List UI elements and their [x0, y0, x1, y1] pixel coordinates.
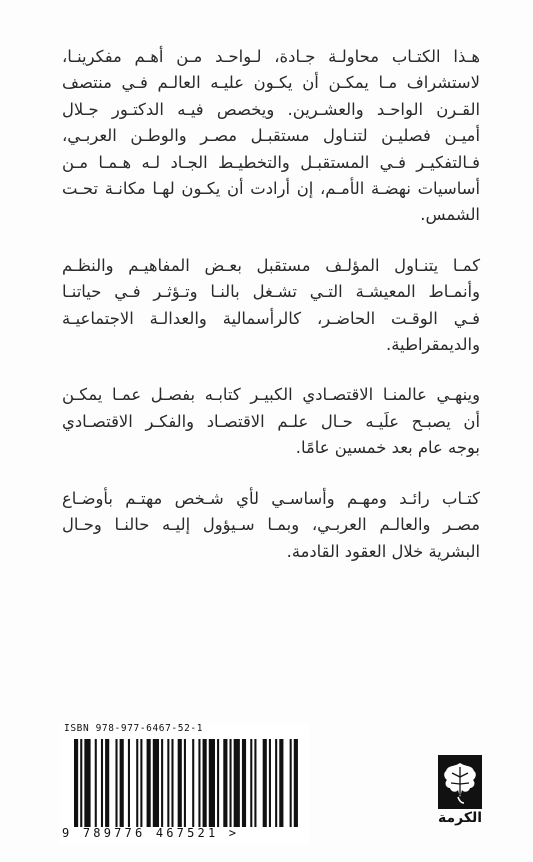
blurb-line: بوجه عام بعد خمسين عامًا.	[295, 438, 480, 458]
blurb-line: وأنمـاط المعيشـة التـي تشـغل بالنـا وتـؤثـر فـي حياتنـا	[62, 282, 480, 302]
blurb-line: الشمس.	[420, 205, 480, 225]
blurb-line: وينهـي عالمنـا الاقتصـادي الكبيـر كتابـه بفصـل عمـا يمكـن	[62, 385, 480, 405]
blurb-line: أن يصبـح علَيـه حـال علـم الاقتصـاد والفكـر الاقتصـادي	[62, 411, 480, 431]
blurb-paragraph-3	[62, 382, 480, 461]
blurb-line: والديمقراطية.	[386, 335, 480, 355]
blurb-line: فـالتفكيـر فـي المستقبـل والتخطيـط الجـاد لـه هـمـا مـن	[62, 152, 480, 172]
blurb-paragraph-4	[62, 486, 480, 565]
grape-leaf-logo-icon	[438, 755, 482, 809]
blurb-line: هـذا الكتـاب محاولـة جـادة، لـواحـد مـن أهـم مفكرينـا،	[62, 47, 480, 66]
blurb-line: كمـا يتنـاول المؤلـف مستقبل بعـض المفاهيـم والنظـم	[62, 255, 480, 275]
blurb-line: أميـن فصليـن لتنـاول مستقبـل مصـر والوطـن العربـي،	[62, 126, 480, 146]
blurb-line: فـي الوقـت الحاضـر، كالرأسمالية والعدالـة الاجتماعيـة	[62, 308, 480, 328]
blurb-line: لاستشراف مـا يمكـن أن يكـون عليـه العالـم فـي منتصف	[62, 73, 480, 93]
blurb-line: القـرن الواحـد والعشـرين. ويخصص فيـه الدكتـور جـلال	[62, 99, 480, 119]
blurb-line: مصـر والعالـم العربـي، وبمـا سـيؤول إليـه حالنـا وحـال	[62, 515, 480, 535]
isbn-label: ISBN 978-977-6467-52-1	[64, 723, 204, 734]
blurb-line: أساسيات نهضـة الأمـم، إن أرادت أن يكـون لهـا مكانـة تحـت	[62, 179, 480, 199]
blurb-text	[62, 44, 480, 589]
publisher-name: الكرمة	[437, 810, 483, 826]
isbn-barcode	[60, 723, 309, 845]
barcode-digits: 9 789776 467521 >	[62, 826, 240, 840]
barcode-bars	[74, 739, 300, 827]
blurb-line: البشرية خلال العقود القادمة.	[286, 541, 480, 561]
blurb-paragraph-1	[62, 44, 480, 229]
blurb-line: كتـاب رائـد ومهـم وأساسـي لأي شـخص مهتـم بأوضـاع	[62, 488, 480, 508]
blurb-paragraph-2	[62, 253, 480, 359]
